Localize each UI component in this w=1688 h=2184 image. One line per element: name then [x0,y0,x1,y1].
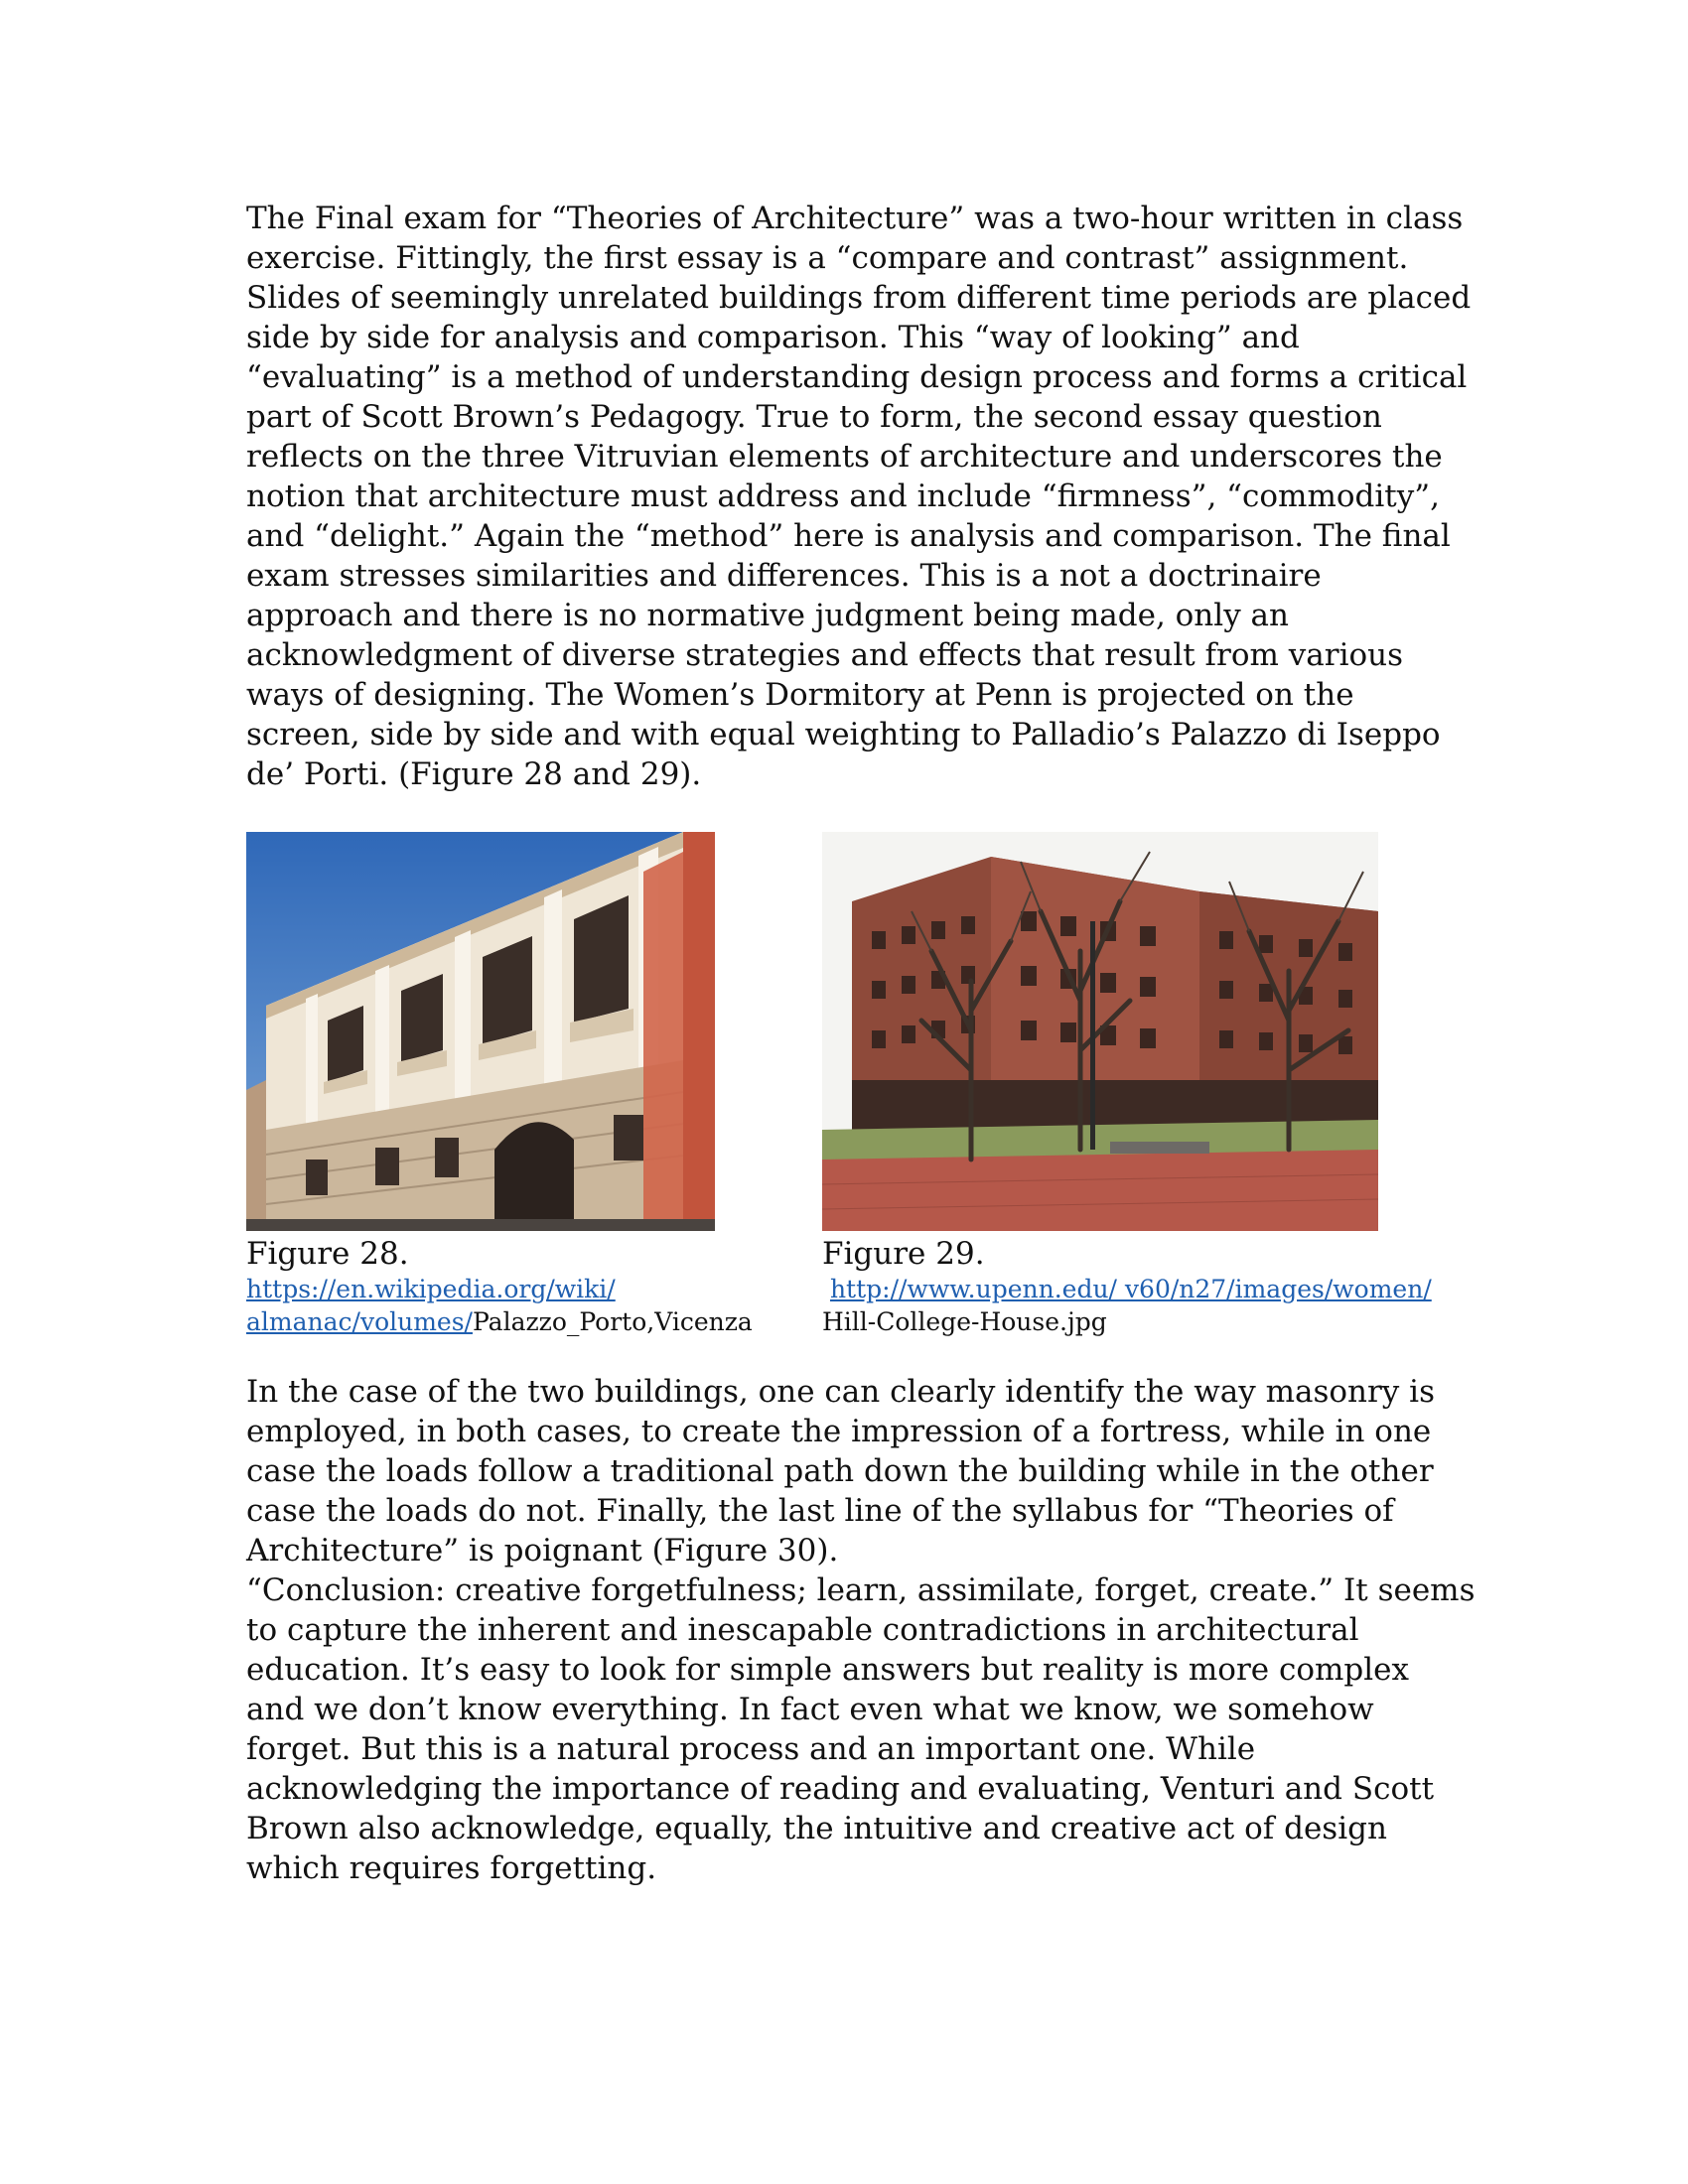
text-line: Architecture” is poignant (Figure 30). [246,1533,839,1569]
text-line: Brown also acknowledge, equally, the intuitive and creative act of design [246,1811,1387,1846]
text-line: exercise. Fittingly, the first essay is a “compare and contrast” assignment. [246,240,1409,276]
text-line: notion that architecture must address and include “firmness”, “commodity”, [246,478,1440,514]
paragraph-conclusion [246,1570,1476,1888]
text-line: to capture the inherent and inescapable contradictions in architectural [246,1612,1359,1648]
figure-28-label: Figure 28. [246,1236,409,1272]
figure-28-source-line-2 [246,1305,753,1338]
text-line: and “delight.” Again the “method” here is analysis and comparison. The final [246,518,1451,554]
text-line: de’ Porti. (Figure 28 and 29). [246,756,702,792]
paragraph-building-comparison [246,1372,1448,1570]
text-line: case the loads follow a traditional path down the building while in the other [246,1453,1434,1489]
text-line: acknowledging the importance of reading and evaluating, Venturi and Scott [246,1771,1435,1807]
text-line: approach and there is no normative judgment being made, only an [246,598,1290,633]
figure-29-source-filename: Hill-College-House.jpg [822,1307,1107,1336]
text-line: forget. But this is a natural process and an important one. While [246,1731,1256,1767]
text-line: part of Scott Brown’s Pedagogy. True to form, the second essay question [246,399,1382,435]
text-line: screen, side by side and with equal weighting to Palladio’s Palazzo di Iseppo [246,717,1441,752]
text-line: exam stresses similarities and differences. This is a not a doctrinaire [246,558,1322,594]
figure-29-label: Figure 29. [822,1236,985,1272]
hill-college-house-photo [822,832,1378,1231]
text-line: education. It’s easy to look for simple answers but reality is more complex [246,1652,1409,1688]
text-line: case the loads do not. Finally, the last line of the syllabus for “Theories of [246,1493,1394,1529]
text-line: In the case of the two buildings, one can clearly identify the way masonry is [246,1374,1435,1410]
figure-28-source-link-continued[interactable]: almanac/volumes/ [246,1307,473,1336]
figure-28-source-line-1 [246,1273,715,1305]
text-line: “evaluating” is a method of understanding design process and forms a critical [246,359,1468,395]
text-line: side by side for analysis and comparison. This “way of looking” and [246,320,1300,355]
text-line: acknowledgment of diverse strategies and effects that result from various [246,637,1404,673]
palazzo-porto-photo [246,832,715,1231]
figure-28-source-filename: Palazzo_Porto,Vicenza [472,1307,753,1336]
text-line: and we don’t know everything. In fact even what we know, we somehow [246,1692,1374,1727]
text-line: The Final exam for “Theories of Architecture” was a two-hour written in class [246,201,1464,236]
figure-29-source [822,1273,1432,1338]
text-line: “Conclusion: creative forgetfulness; learn, assimilate, forget, create.” It seems [246,1572,1476,1608]
figure-28-source-link[interactable]: https://en.wikipedia.org/wiki/ [246,1275,616,1303]
text-line: employed, in both cases, to create the impression of a fortress, while in one [246,1414,1432,1449]
text-line: Slides of seemingly unrelated buildings from different time periods are placed [246,280,1472,316]
text-line: reflects on the three Vitruvian elements of architecture and underscores the [246,439,1443,475]
figure-29-source-link[interactable]: http://www.upenn.edu/ v60/n27/images/women/ [829,1275,1432,1303]
figure-28-source [246,1273,753,1338]
paragraph-exam-description [246,199,1472,794]
figure-29-source-line-1 [822,1273,1432,1305]
figure-29 [822,832,1432,1338]
figure-28 [246,832,753,1338]
text-line: ways of designing. The Women’s Dormitory at Penn is projected on the [246,677,1354,713]
text-line: which requires forgetting. [246,1850,657,1886]
